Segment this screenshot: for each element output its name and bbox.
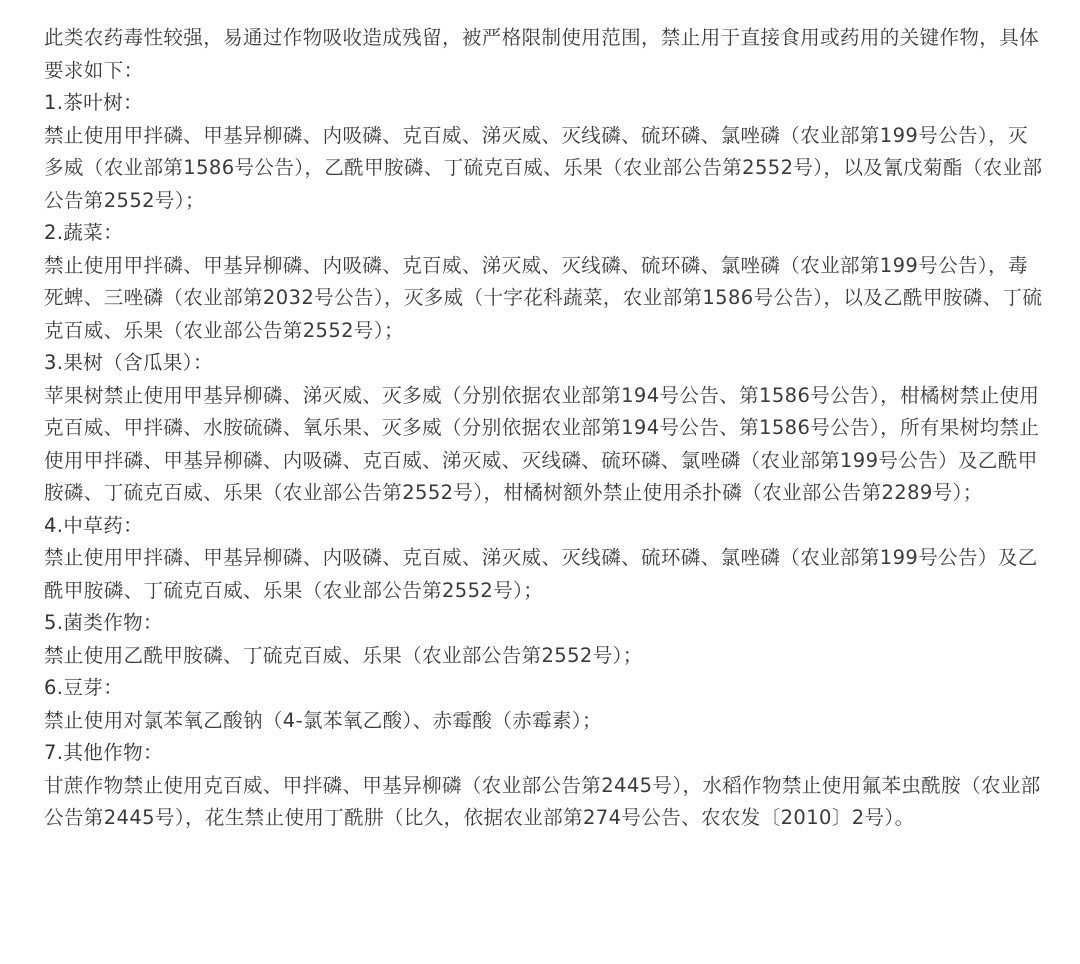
- section-heading-vegetables: 2.蔬菜：: [44, 221, 124, 244]
- intro-paragraph: 此类农药毒性较强，易通过作物吸收造成残留，被严格限制使用范围，禁止用于直接食用或药用的关键作物，具体要求如下：: [44, 26, 1040, 82]
- section-heading-herbs: 4.中草药：: [44, 513, 144, 537]
- section-body-bean-sprouts: 禁止使用对氯苯氧乙酸钠（4-氯苯氧乙酸）、赤霉酸（赤霉素）；: [44, 708, 602, 732]
- section-body-vegetables: 禁止使用甲拌磷、甲基异柳磷、内吸磷、克百威、涕灭威、灭线磷、硫环磷、氯唑磷（农业部第199号公告），毒死蜱、三唑磷（农业部第2032号公告），灭多威（十字花科蔬菜，农业部第1586号公告），以及乙酰甲胺磷、丁硫克百威、乐果（农业部公告第2552号）；: [44, 253, 1043, 342]
- section-body-tea: 禁止使用甲拌磷、甲基异柳磷、内吸磷、克百威、涕灭威、灭线磷、硫环磷、氯唑磷（农业部第199号公告），灭多威（农业部第1586号公告），乙酰甲胺磷、丁硫克百威、乐果（农业部公告第2552号），以及氰戊菊酯（农业部公告第2552号）；: [44, 123, 1043, 212]
- section-heading-fruit-trees: 3.果树（含瓜果）：: [44, 351, 213, 374]
- section-heading-bean-sprouts: 6.豆芽：: [44, 676, 124, 699]
- section-body-other-crops: 甘蔗作物禁止使用克百威、甲拌磷、甲基异柳磷（农业部公告第2445号），水稻作物禁止使用氟苯虫酰胺（农业部公告第2445号），花生禁止使用丁酰肼（比久，依据农业部第274号公告、农农发〔2010〕2号）。: [44, 773, 1041, 829]
- section-body-fruit-trees: 苹果树禁止使用甲基异柳磷、涕灭威、灭多威（分别依据农业部第194号公告、第1586号公告），柑橘树禁止使用克百威、甲拌磷、水胺硫磷、氧乐果、灭多威（分别依据农业部第194号公告、第1586号公告），所有果树均禁止使用甲拌磷、甲基异柳磷、内吸磷、克百威、涕灭威、灭线磷、硫环磷、氯唑磷（农业部第199号公告）及乙酰甲胺磷、丁硫克百威、乐果（农业部公告第2552号），柑橘树额外禁止使用杀扑磷（农业部公告第2289号）；: [44, 383, 1040, 504]
- section-heading-tea: 1.茶叶树：: [44, 91, 144, 114]
- section-body-herbs: 禁止使用甲拌磷、甲基异柳磷、内吸磷、克百威、涕灭威、灭线磷、硫环磷、氯唑磷（农业部第199号公告）及乙酰甲胺磷、丁硫克百威、乐果（农业部公告第2552号）；: [44, 546, 1038, 602]
- section-heading-fungi: 5.菌类作物：: [44, 611, 163, 634]
- section-body-fungi: 禁止使用乙酰甲胺磷、丁硫克百威、乐果（农业部公告第2552号）；: [44, 643, 643, 667]
- section-heading-other-crops: 7.其他作物：: [44, 741, 163, 764]
